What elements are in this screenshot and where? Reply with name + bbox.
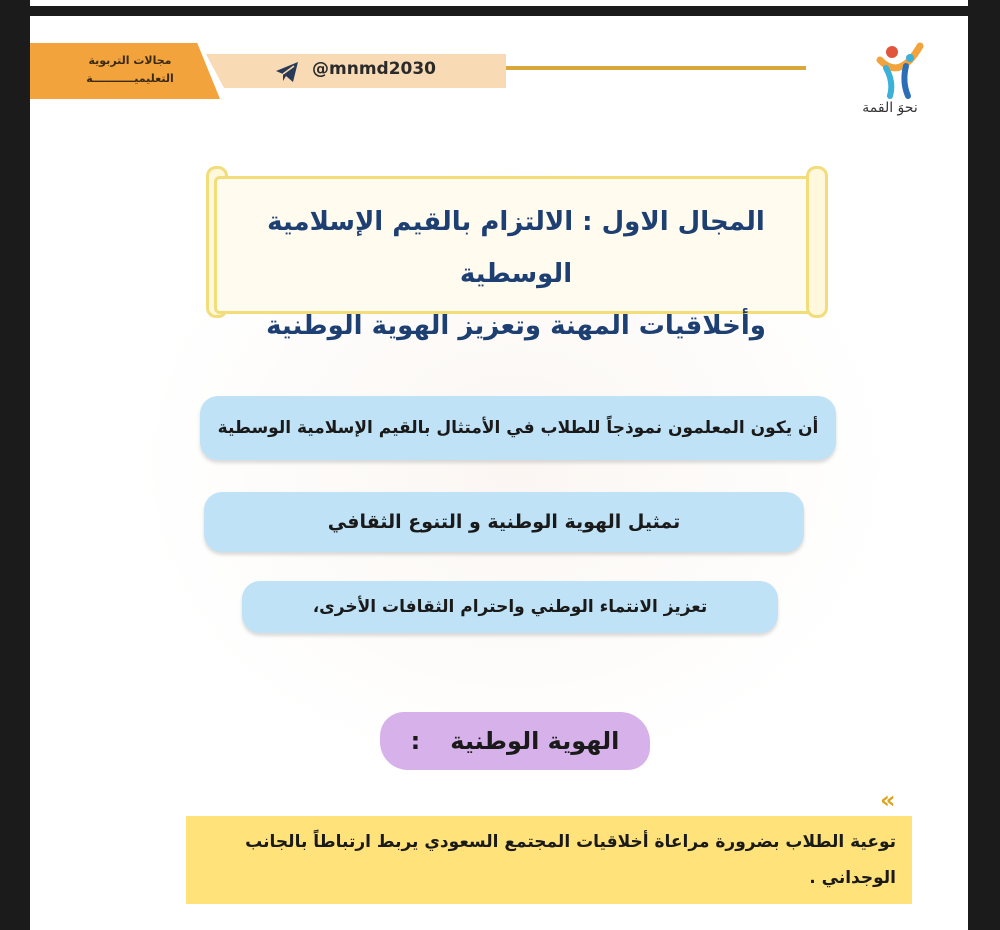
section-heading-colon: : bbox=[410, 727, 421, 755]
divider-line bbox=[506, 66, 806, 70]
domain-title-line-1: المجال الاول : الالتزام بالقيم الإسلامية الوسطية bbox=[267, 207, 765, 289]
domain-title bbox=[226, 196, 806, 352]
document-page bbox=[30, 16, 968, 930]
section-heading bbox=[380, 712, 650, 770]
scroll-roll-right bbox=[806, 166, 828, 318]
right-edge-bar bbox=[968, 0, 1000, 930]
list-item: أن يكون المعلمون نموذجاً للطلاب في الأمتثال بالقيم الإسلامية الوسطية bbox=[200, 396, 836, 460]
telegram-icon bbox=[274, 60, 300, 84]
social-handle[interactable]: @mnmd2030 bbox=[312, 59, 437, 79]
category-label bbox=[60, 52, 200, 88]
note-box: توعية الطلاب بضرورة مراعاة أخلاقيات المجتمع السعودي يربط ارتباطاً بالجانب الوجداني . bbox=[186, 816, 912, 904]
category-line-1: مجالات التربوية bbox=[88, 54, 172, 67]
brand-logo-text: نحوَ القمة bbox=[862, 100, 918, 116]
list-item: تعزيز الانتماء الوطني واحترام الثقافات الأخرى، bbox=[242, 581, 778, 633]
category-line-2: التعليميـــــــــــة bbox=[86, 72, 174, 85]
top-strip bbox=[30, 0, 968, 6]
section-heading-text: الهوية الوطنية bbox=[450, 727, 620, 755]
chevrons-icon: « bbox=[880, 786, 896, 814]
domain-title-line-2: وأخلاقيات المهنة وتعزيز الهوية الوطنية bbox=[266, 311, 766, 341]
list-item: تمثيل الهوية الوطنية و التنوع الثقافي bbox=[204, 492, 804, 552]
